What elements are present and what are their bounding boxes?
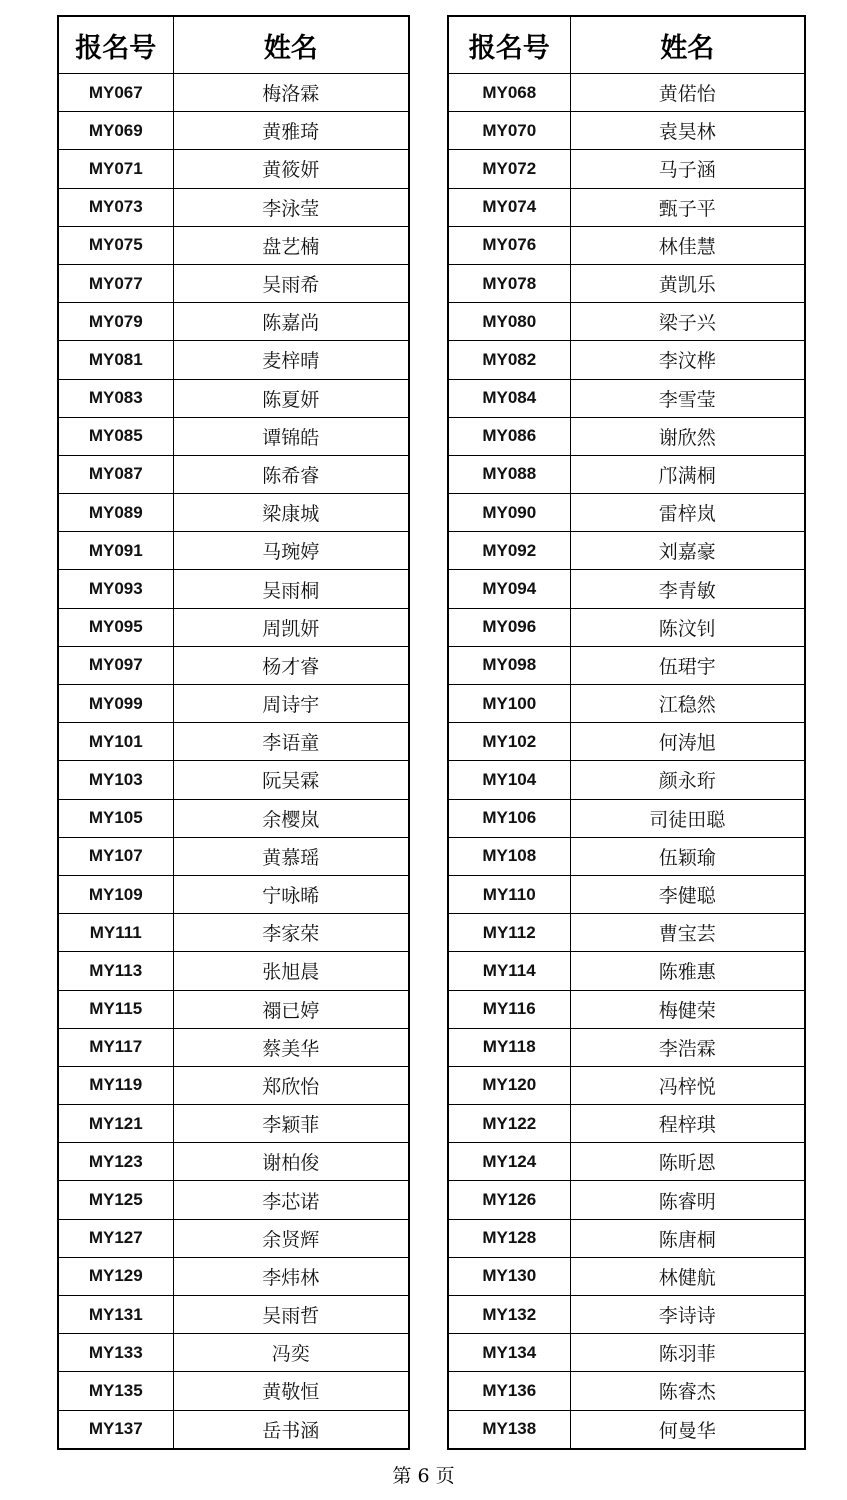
table-row <box>58 990 409 1028</box>
table-row <box>58 1066 409 1104</box>
table-row <box>448 264 805 302</box>
registration-number-cell: MY123 <box>58 1143 173 1181</box>
table-row <box>58 303 409 341</box>
student-name-cell: 李炜林 <box>173 1257 409 1295</box>
registration-number-cell: MY125 <box>58 1181 173 1219</box>
student-name-cell: 谢欣然 <box>570 417 805 455</box>
student-name-cell: 何涛旭 <box>570 723 805 761</box>
registration-number-cell: MY113 <box>58 952 173 990</box>
registration-number-cell: MY126 <box>448 1181 570 1219</box>
registration-number-cell: MY099 <box>58 685 173 723</box>
registration-number-cell: MY104 <box>448 761 570 799</box>
table-row <box>58 761 409 799</box>
registration-number-cell: MY114 <box>448 952 570 990</box>
table-row <box>448 1028 805 1066</box>
student-name-cell: 阮吴霖 <box>173 761 409 799</box>
table-row <box>448 1410 805 1449</box>
student-name-cell: 吴雨哲 <box>173 1296 409 1334</box>
table-row <box>448 608 805 646</box>
student-name-cell: 黄筱妍 <box>173 150 409 188</box>
column-header-name: 姓名 <box>570 16 805 74</box>
table-row <box>58 570 409 608</box>
registration-number-cell: MY111 <box>58 914 173 952</box>
student-name-cell: 陈夏妍 <box>173 379 409 417</box>
table-row <box>448 570 805 608</box>
table-row <box>58 74 409 112</box>
student-name-cell: 马子涵 <box>570 150 805 188</box>
registration-number-cell: MY070 <box>448 112 570 150</box>
student-name-cell: 余樱岚 <box>173 799 409 837</box>
registration-number-cell: MY087 <box>58 455 173 493</box>
student-name-cell: 李雪莹 <box>570 379 805 417</box>
student-name-cell: 余贤辉 <box>173 1219 409 1257</box>
student-name-cell: 梁康城 <box>173 494 409 532</box>
student-name-cell: 何曼华 <box>570 1410 805 1449</box>
student-name-cell: 陈唐桐 <box>570 1219 805 1257</box>
student-name-cell: 梅健荣 <box>570 990 805 1028</box>
student-name-cell: 陈嘉尚 <box>173 303 409 341</box>
student-name-cell: 黄敬恒 <box>173 1372 409 1410</box>
student-name-cell: 程梓琪 <box>570 1105 805 1143</box>
student-name-cell: 黄偌怡 <box>570 74 805 112</box>
table-row <box>448 799 805 837</box>
student-name-cell: 林健航 <box>570 1257 805 1295</box>
table-row <box>58 1257 409 1295</box>
student-name-cell: 梁子兴 <box>570 303 805 341</box>
registration-number-cell: MY102 <box>448 723 570 761</box>
student-name-cell: 冯奕 <box>173 1334 409 1372</box>
student-name-cell: 李泳莹 <box>173 188 409 226</box>
table-row <box>448 723 805 761</box>
table-row <box>58 1028 409 1066</box>
roster-table-right <box>447 15 806 1450</box>
registration-number-cell: MY105 <box>58 799 173 837</box>
table-row <box>58 1372 409 1410</box>
student-name-cell: 颜永珩 <box>570 761 805 799</box>
table-row <box>58 150 409 188</box>
table-row <box>448 150 805 188</box>
student-name-cell: 张旭晨 <box>173 952 409 990</box>
registration-number-cell: MY084 <box>448 379 570 417</box>
table-row <box>448 1105 805 1143</box>
table-row <box>58 1143 409 1181</box>
roster-table-left <box>57 15 410 1450</box>
registration-number-cell: MY072 <box>448 150 570 188</box>
student-name-cell: 黄凯乐 <box>570 264 805 302</box>
student-name-cell: 李浩霖 <box>570 1028 805 1066</box>
table-row <box>58 417 409 455</box>
student-name-cell: 岳书涵 <box>173 1410 409 1449</box>
registration-number-cell: MY089 <box>58 494 173 532</box>
student-name-cell: 谭锦皓 <box>173 417 409 455</box>
column-header-id: 报名号 <box>58 16 173 74</box>
table-row <box>58 1181 409 1219</box>
student-name-cell: 袁昊林 <box>570 112 805 150</box>
registration-number-cell: MY077 <box>58 264 173 302</box>
registration-number-cell: MY138 <box>448 1410 570 1449</box>
table-row <box>58 455 409 493</box>
registration-number-cell: MY078 <box>448 264 570 302</box>
table-body-left <box>58 74 409 1449</box>
registration-number-cell: MY110 <box>448 875 570 913</box>
student-name-cell: 邝满桐 <box>570 455 805 493</box>
table-row <box>448 1296 805 1334</box>
student-name-cell: 甄子平 <box>570 188 805 226</box>
registration-number-cell: MY094 <box>448 570 570 608</box>
student-name-cell: 李青敏 <box>570 570 805 608</box>
student-name-cell: 李语童 <box>173 723 409 761</box>
student-name-cell: 林佳慧 <box>570 226 805 264</box>
table-row <box>448 685 805 723</box>
table-row <box>58 188 409 226</box>
student-name-cell: 陈希睿 <box>173 455 409 493</box>
student-name-cell: 郑欣怡 <box>173 1066 409 1104</box>
table-row <box>448 952 805 990</box>
table-row <box>448 226 805 264</box>
student-name-cell: 伍颖瑜 <box>570 837 805 875</box>
student-name-cell: 刘嘉豪 <box>570 532 805 570</box>
student-name-cell: 伍珺宇 <box>570 646 805 684</box>
table-row <box>58 646 409 684</box>
table-row <box>448 1219 805 1257</box>
table-row <box>58 226 409 264</box>
table-row <box>58 799 409 837</box>
table-row <box>58 914 409 952</box>
registration-number-cell: MY073 <box>58 188 173 226</box>
table-row <box>448 837 805 875</box>
student-name-cell: 蔡美华 <box>173 1028 409 1066</box>
table-row <box>58 1219 409 1257</box>
column-header-id: 报名号 <box>448 16 570 74</box>
registration-number-cell: MY106 <box>448 799 570 837</box>
registration-number-cell: MY095 <box>58 608 173 646</box>
student-name-cell: 江稳然 <box>570 685 805 723</box>
registration-number-cell: MY115 <box>58 990 173 1028</box>
table-row <box>448 341 805 379</box>
registration-number-cell: MY068 <box>448 74 570 112</box>
table-body-right <box>448 74 805 1449</box>
table-row <box>58 1410 409 1449</box>
registration-number-cell: MY132 <box>448 1296 570 1334</box>
table-row <box>448 494 805 532</box>
table-row <box>448 646 805 684</box>
registration-number-cell: MY098 <box>448 646 570 684</box>
table-row <box>58 1296 409 1334</box>
student-name-cell: 冯梓悦 <box>570 1066 805 1104</box>
registration-number-cell: MY130 <box>448 1257 570 1295</box>
student-name-cell: 陈睿杰 <box>570 1372 805 1410</box>
student-name-cell: 李汶桦 <box>570 341 805 379</box>
registration-number-cell: MY127 <box>58 1219 173 1257</box>
table-row <box>448 1372 805 1410</box>
table-row <box>448 74 805 112</box>
student-name-cell: 周诗宇 <box>173 685 409 723</box>
registration-number-cell: MY134 <box>448 1334 570 1372</box>
registration-number-cell: MY121 <box>58 1105 173 1143</box>
table-row <box>58 112 409 150</box>
student-name-cell: 宁咏晞 <box>173 875 409 913</box>
table-row <box>448 1257 805 1295</box>
registration-number-cell: MY100 <box>448 685 570 723</box>
table-row <box>58 264 409 302</box>
table-row <box>58 494 409 532</box>
registration-number-cell: MY080 <box>448 303 570 341</box>
table-row <box>58 685 409 723</box>
student-name-cell: 李诗诗 <box>570 1296 805 1334</box>
registration-number-cell: MY108 <box>448 837 570 875</box>
registration-number-cell: MY101 <box>58 723 173 761</box>
column-header-name: 姓名 <box>173 16 409 74</box>
table-row <box>448 990 805 1028</box>
student-name-cell: 杨才睿 <box>173 646 409 684</box>
student-name-cell: 禤已婷 <box>173 990 409 1028</box>
table-row <box>448 112 805 150</box>
registration-number-cell: MY136 <box>448 1372 570 1410</box>
registration-number-cell: MY103 <box>58 761 173 799</box>
table-row <box>58 723 409 761</box>
registration-number-cell: MY092 <box>448 532 570 570</box>
student-name-cell: 陈羽菲 <box>570 1334 805 1372</box>
table-row <box>448 188 805 226</box>
student-name-cell: 陈汶钊 <box>570 608 805 646</box>
table-row <box>58 341 409 379</box>
table-row <box>448 875 805 913</box>
table-row <box>58 1334 409 1372</box>
table-row <box>448 761 805 799</box>
table-row <box>448 914 805 952</box>
student-name-cell: 吴雨桐 <box>173 570 409 608</box>
registration-number-cell: MY131 <box>58 1296 173 1334</box>
table-row <box>448 532 805 570</box>
registration-number-cell: MY075 <box>58 226 173 264</box>
registration-number-cell: MY082 <box>448 341 570 379</box>
student-name-cell: 梅洛霖 <box>173 74 409 112</box>
table-row <box>448 1181 805 1219</box>
header-row <box>58 16 409 74</box>
registration-number-cell: MY137 <box>58 1410 173 1449</box>
registration-number-cell: MY096 <box>448 608 570 646</box>
student-name-cell: 谢柏俊 <box>173 1143 409 1181</box>
student-name-cell: 李颖菲 <box>173 1105 409 1143</box>
registration-number-cell: MY129 <box>58 1257 173 1295</box>
student-name-cell: 马琬婷 <box>173 532 409 570</box>
table-row <box>58 532 409 570</box>
table-row <box>58 1105 409 1143</box>
table-row <box>58 379 409 417</box>
registration-number-cell: MY088 <box>448 455 570 493</box>
registration-number-cell: MY109 <box>58 875 173 913</box>
student-name-cell: 曹宝芸 <box>570 914 805 952</box>
registration-number-cell: MY112 <box>448 914 570 952</box>
registration-number-cell: MY085 <box>58 417 173 455</box>
student-name-cell: 吴雨希 <box>173 264 409 302</box>
registration-number-cell: MY067 <box>58 74 173 112</box>
student-name-cell: 李芯诺 <box>173 1181 409 1219</box>
registration-number-cell: MY091 <box>58 532 173 570</box>
registration-number-cell: MY120 <box>448 1066 570 1104</box>
student-name-cell: 麦梓晴 <box>173 341 409 379</box>
registration-number-cell: MY116 <box>448 990 570 1028</box>
registration-number-cell: MY093 <box>58 570 173 608</box>
header-row <box>448 16 805 74</box>
table-row <box>448 417 805 455</box>
table-row <box>58 837 409 875</box>
table-row <box>448 1143 805 1181</box>
registration-number-cell: MY122 <box>448 1105 570 1143</box>
registration-number-cell: MY081 <box>58 341 173 379</box>
registration-number-cell: MY097 <box>58 646 173 684</box>
registration-number-cell: MY118 <box>448 1028 570 1066</box>
student-name-cell: 李健聪 <box>570 875 805 913</box>
student-name-cell: 黄慕瑶 <box>173 837 409 875</box>
table-row <box>448 455 805 493</box>
table-row <box>448 1066 805 1104</box>
registration-number-cell: MY083 <box>58 379 173 417</box>
student-name-cell: 李家荣 <box>173 914 409 952</box>
table-row <box>58 952 409 990</box>
registration-number-cell: MY079 <box>58 303 173 341</box>
table-row <box>448 379 805 417</box>
registration-number-cell: MY069 <box>58 112 173 150</box>
page-number: 第 6 页 <box>392 1465 455 1487</box>
registration-number-cell: MY133 <box>58 1334 173 1372</box>
table-row <box>58 608 409 646</box>
registration-number-cell: MY124 <box>448 1143 570 1181</box>
student-name-cell: 周凯妍 <box>173 608 409 646</box>
student-name-cell: 雷梓岚 <box>570 494 805 532</box>
registration-number-cell: MY086 <box>448 417 570 455</box>
registration-number-cell: MY107 <box>58 837 173 875</box>
table-row <box>448 1334 805 1372</box>
student-name-cell: 陈睿明 <box>570 1181 805 1219</box>
registration-number-cell: MY119 <box>58 1066 173 1104</box>
student-name-cell: 盘艺楠 <box>173 226 409 264</box>
student-name-cell: 陈雅惠 <box>570 952 805 990</box>
registration-number-cell: MY090 <box>448 494 570 532</box>
registration-number-cell: MY071 <box>58 150 173 188</box>
table-row <box>448 303 805 341</box>
registration-number-cell: MY076 <box>448 226 570 264</box>
registration-number-cell: MY135 <box>58 1372 173 1410</box>
registration-number-cell: MY074 <box>448 188 570 226</box>
table-row <box>58 875 409 913</box>
student-name-cell: 黄雅琦 <box>173 112 409 150</box>
registration-number-cell: MY117 <box>58 1028 173 1066</box>
registration-number-cell: MY128 <box>448 1219 570 1257</box>
student-name-cell: 陈昕恩 <box>570 1143 805 1181</box>
student-name-cell: 司徒田聪 <box>570 799 805 837</box>
